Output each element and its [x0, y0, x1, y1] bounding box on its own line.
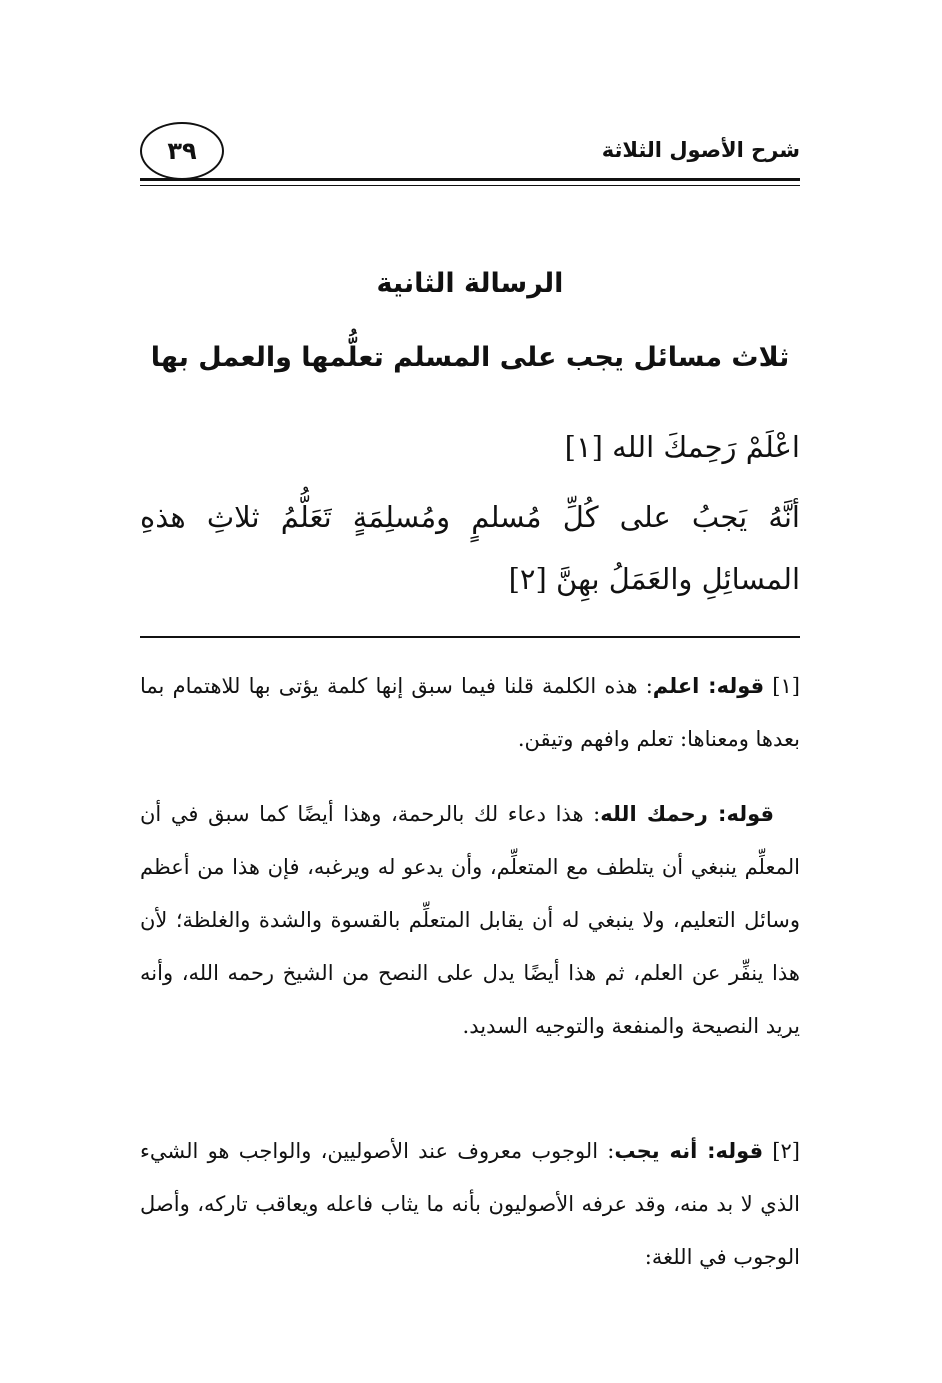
section-subtitle: ثلاث مسائل يجب على المسلم تعلُّمها والعمل بها [150, 342, 790, 373]
footnote-text: : هذا دعاء لك بالرحمة، وهذا أيضًا كما سبق في أن المعلِّم ينبغي أن يتلطف مع المتعلِّم، وأن يدعو له ويرغبه، فإن هذا من أعظم وسائل التعليم، ولا ينبغي له أن يقابل المتعلِّم بالقسوة والشدة والغلظة؛ لأن هذا ينفِّر عن العلم، ثم هذا أيضًا يدل على النصح من الشيخ رحمه الله، وأنه يريد النصيحة والمنفعة والتوجيه السديد. [140, 802, 800, 1038]
footnote-separator [140, 636, 800, 638]
footnote-marker: [٢] [763, 1139, 800, 1163]
footnote-2 [140, 1125, 800, 1284]
footnote-text: : الوجوب معروف عند الأصوليين، والواجب هو الشيء الذي لا بد منه، وقد عرفه الأصوليون بأنه ما يثاب فاعله ويعاقب تاركه، وأصل الوجوب في اللغة: [140, 1139, 800, 1269]
footnote-lead: قوله: رحمك الله [600, 802, 774, 826]
footnote-lead: قوله: أنه يجب [614, 1139, 764, 1163]
main-text-paragraph: أنَّهُ يَجبُ على كُلِّ مُسلمٍ ومُسلِمَةٍ تَعَلُّمُ ثلاثِ هذهِ المسائِلِ والعَمَلُ بهِنَّ [٢] [140, 500, 800, 596]
header-rule-thick [140, 178, 800, 181]
footnote-1 [140, 660, 800, 766]
section-title: الرسالة الثانية [376, 268, 564, 299]
main-text-line-1: اعْلَمْ رَحِمكَ الله [١] [564, 430, 800, 464]
page-number: ٣٩ [140, 122, 224, 180]
footnote-marker: [١] [764, 674, 800, 698]
footnote-lead: قوله: اعلم [652, 674, 765, 698]
header-rule-thin [140, 185, 800, 186]
footnote-text: : هذه الكلمة قلنا فيما سبق إنها كلمة يؤتى بها للاهتمام بما بعدها ومعناها: تعلم وافهم وتيقن. [140, 674, 800, 751]
footnote-1-continuation [140, 788, 800, 1053]
page-header [140, 118, 800, 190]
running-title: شرح الأصول الثلاثة [601, 138, 800, 162]
